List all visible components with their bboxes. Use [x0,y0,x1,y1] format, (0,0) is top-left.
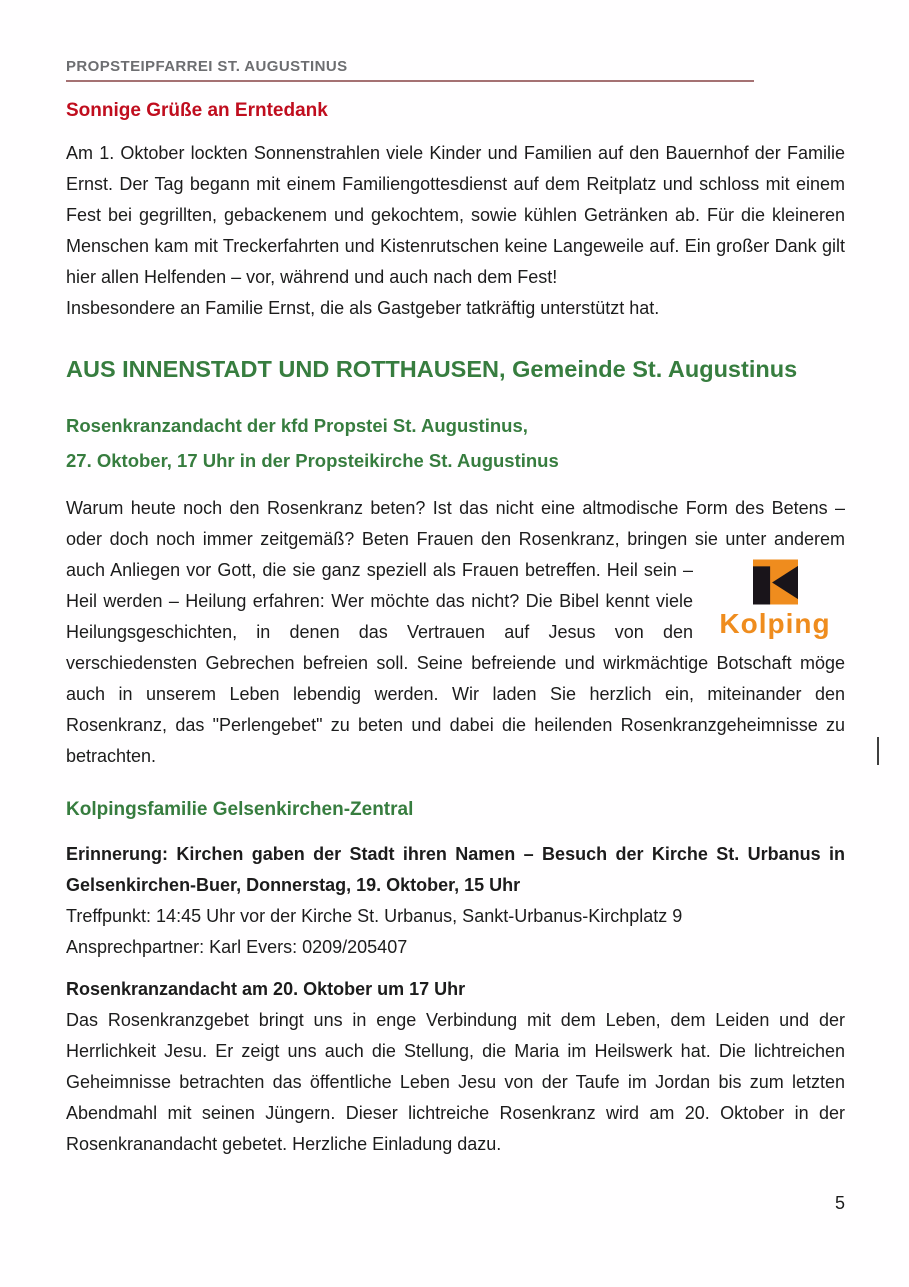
kfd-paragraph-text: Warum heute noch den Rosenkranz beten? Ist das nicht eine altmodische Form des Betens – oder doch noch immer zeitgemäß? Beten Frauen den Rosenkranz, bringen sie unter anderem auch Anliegen vor Gott, die sie ganz speziell als Frauen betreffen. Heil sein – Heil werden – Heilung erfahren: Wer möchte das nicht? Die Bibel kennt viele Heilungsgeschichten, in denen das Vertrauen auf Jesus von den verschiedensten Gebrechen befreien soll. Seine befreiende und wirkmächtige Botschaft möge auch in unserem Leben lebendig werden. Wir laden Sie herzlich ein, miteinander den Rosenkranz, das "Perlengebet" zu beten und dabei die heilenden Rosenkranzgeheimnisse zu betrachten. [66,498,845,766]
event2-body: Das Rosenkranzgebet bringt uns in enge Verbindung mit dem Leben, dem Leiden und der Herrlichkeit Jesu. Er zeigt uns auch die Stellung, die Maria im Heilswerk hat. Die lichtreichen Geheimnisse betrachten das öffentliche Leben Jesu von der Taufe im Jordan bis zum letzten Abendmahl mit seinen Jüngern. Dieser lichtreiche Rosenkranz wird am 20. Oktober in der Rosenkranandacht gebetet. Herzliche Einladung dazu. [66,1010,845,1154]
kolping-wordmark: Kolping [719,608,831,639]
page-number: 5 [834,1193,845,1213]
event2-title: Rosenkranzandacht am 20. Oktober um 17 Uhr [66,979,466,999]
erntedank-heading: Sonnige Grüße an Erntedank [66,100,328,121]
page-header [66,58,754,82]
parish-header-title: PROPSTEIPFARREI ST. AUGUSTINUS [66,58,348,75]
kolping-logo [705,555,845,648]
erntedank-paragraph-text: Am 1. Oktober lockten Sonnenstrahlen viele Kinder und Familien auf den Bauernhof der Familie Ernst. Der Tag begann mit einem Familiengottesdienst auf dem Reitplatz und schloss mit einem Fest bei gegrillten, gebackenem und gekochtem, sowie kühlen Getränken ab. Für die kleineren Menschen kam mit Treckerfahrten und Kistenrutschen keine Langeweile auf. Ein großer Dank gilt hier allen Helfenden – vor, während und auch nach dem Fest! [66,143,845,287]
kfd-event-heading [66,408,845,478]
page-content [66,58,845,1160]
erntedank-paragraph-lastline: Insbesondere an Familie Ernst, die als Gastgeber tatkräftig unterstützt hat. [66,298,660,318]
erntedank-paragraph [66,138,845,324]
event1-block [66,839,845,963]
event1-meeting-point: Treffpunkt: 14:45 Uhr vor der Kirche St. Urbanus, Sankt-Urbanus-Kirchplatz 9 [66,906,683,926]
kfd-event-heading-line2: 27. Oktober, 17 Uhr in der Propsteikirche St. Augustinus [66,450,559,471]
kolpingsfamilie-heading: Kolpingsfamilie Gelsenkirchen-Zentral [66,799,414,820]
section-heading-innenstadt: AUS INNENSTADT UND ROTTHAUSEN, Gemeinde St. Augustinus [66,356,798,382]
kolping-k-icon [753,559,798,605]
event1-contact: Ansprechpartner: Karl Evers: 0209/205407 [66,937,408,957]
margin-change-bar [877,737,879,765]
event1-title: Erinnerung: Kirchen gaben der Stadt ihren Namen – Besuch der Kirche St. Urbanus in Gelsenkirchen-Buer, Donnerstag, 19. Oktober, 15 Uhr [66,844,845,895]
kfd-paragraph [66,493,845,772]
event2-block [66,974,845,1160]
kfd-event-heading-line1: Rosenkranzandacht der kfd Propstei St. Augustinus, [66,415,528,436]
